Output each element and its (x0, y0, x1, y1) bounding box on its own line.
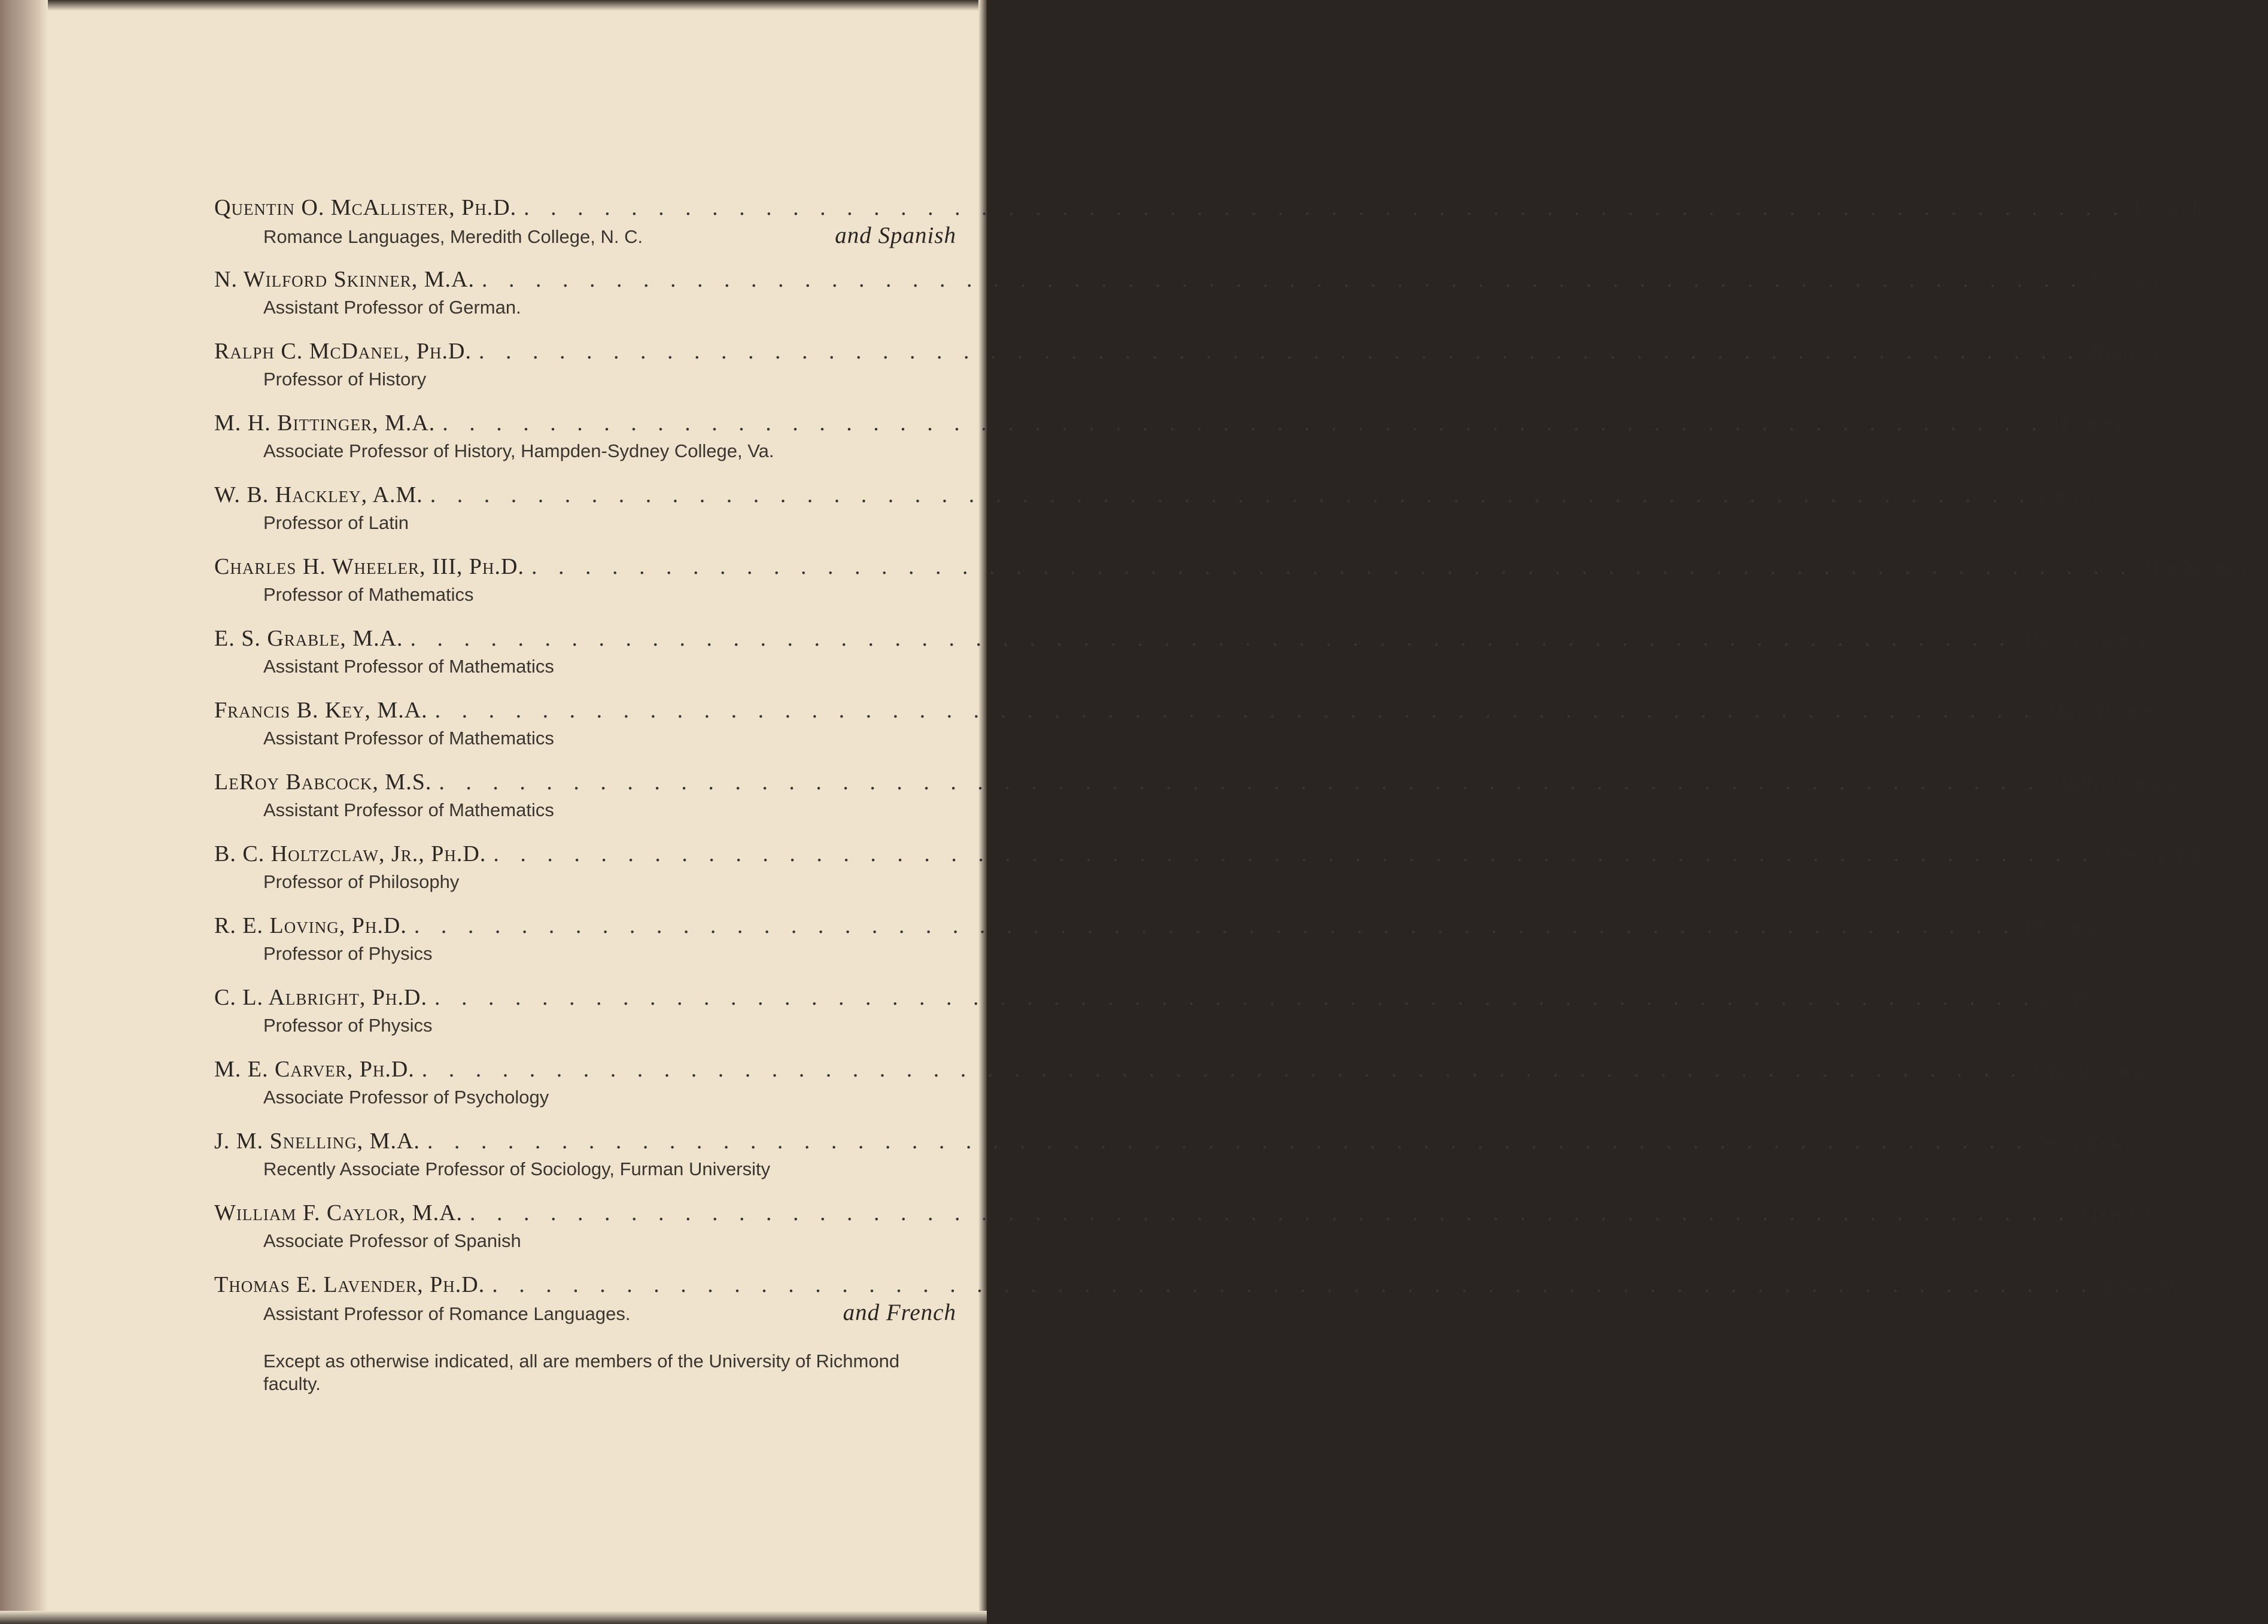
dot-leader: . . . . . . . . . . . . . . . . . . . . . . . . . . . . . . . . . . . . . . . . . . . . . . . . . . . . . . . . . . . . (442, 410, 2045, 436)
faculty-name-row (214, 767, 2176, 797)
faculty-name: Thomas E. Lavender, Ph.D. (214, 1272, 485, 1297)
department-label: Mathematics (2141, 554, 2268, 579)
department-label: Spanish (2101, 1272, 2180, 1297)
faculty-name-row (214, 264, 2172, 294)
department-label: Mathematics (2044, 697, 2172, 723)
faculty-name-row (214, 1270, 2180, 1300)
page-top-edge (0, 0, 987, 11)
faculty-title-row (214, 438, 956, 464)
dot-leader: . . . . . . . . . . . . . . . . . . . . . . . . . . . . . . . . . . . . . . . . . . . . . . . . . . . . . . . . . . . . (481, 267, 2084, 292)
faculty-title: Professor of Mathematics (263, 584, 474, 605)
department-label: Mathematics (2048, 769, 2176, 795)
faculty-name: William F. Caylor, M.A. (214, 1200, 463, 1225)
department-label: History (2051, 410, 2126, 436)
faculty-title: Assistant Professor of Mathematics (263, 656, 554, 677)
faculty-name: B. C. Holtzclaw, Jr., Ph.D. (214, 841, 487, 866)
faculty-title-row (214, 653, 956, 680)
page-bottom-edge (0, 1611, 987, 1624)
faculty-title-row (214, 223, 956, 250)
faculty-title-row (214, 366, 956, 393)
faculty-name-row (214, 480, 2092, 510)
faculty-name: M. H. Bittinger, M.A. (214, 410, 436, 436)
faculty-name: W. B. Hackley, A.M. (214, 482, 423, 507)
dot-leader: . . . . . . . . . . . . . . . . . . . . . . . . . . . . . . . . . . . . . . . . . . . . . . . . . . . . . . . . . . . . (434, 985, 2037, 1010)
department-label: History (2088, 338, 2163, 364)
faculty-name: Charles H. Wheeler, III, Ph.D. (214, 554, 524, 579)
faculty-title-row (214, 869, 956, 895)
dot-leader: . . . . . . . . . . . . . . . . . . . . . . . . . . . . . . . . . . . . . . . . . . . . . . . . . . . . . . . . . . . . (430, 482, 2033, 507)
faculty-name: Francis B. Key, M.A. (214, 698, 428, 723)
dot-leader: . . . . . . . . . . . . . . . . . . . . . . . . . . . . . . . . . . . . . . . . . . . . . . . . . . . . . . . . . . . . (479, 339, 2081, 364)
faculty-name-row (214, 1198, 2158, 1228)
faculty-title: Professor of Latin (263, 512, 409, 533)
faculty-title: Professor of History (263, 369, 427, 390)
dot-leader: . . . . . . . . . . . . . . . . . . . . . . . . . . . . . . . . . . . . . . . . . . . . . . . . . . . . . . . . . . . . (421, 1057, 2024, 1082)
faculty-entry (214, 1126, 2135, 1198)
faculty-entry (214, 193, 2203, 264)
faculty-name: C. L. Albright, Ph.D. (214, 985, 427, 1010)
faculty-entry (214, 767, 2176, 839)
faculty-title: Romance Languages, Meredith College, N. C. (263, 226, 643, 247)
faculty-title: Professor of Physics (263, 943, 433, 964)
faculty-title-row (214, 1156, 956, 1182)
faculty-name-row (214, 193, 2203, 223)
faculty-name-row (214, 624, 2147, 653)
department-label: Spanish (2079, 1200, 2158, 1225)
department-label: Philosophy (2102, 841, 2214, 866)
faculty-entry (214, 552, 2268, 624)
faculty-title: Associate Professor of Spanish (263, 1230, 521, 1251)
faculty-entry (214, 480, 2092, 552)
faculty-title: Professor of Physics (263, 1015, 433, 1036)
department-label-continued: and French (843, 1300, 956, 1325)
faculty-title-row (214, 510, 956, 536)
faculty-name: Quentin O. McAllister, Ph.D. (214, 195, 517, 220)
department-label: Physics (2023, 913, 2099, 938)
dot-leader: . . . . . . . . . . . . . . . . . . . . . . . . . . . . . . . . . . . . . . . . . . . . . . . . . . . . . . . . . . . . (493, 841, 2096, 866)
faculty-title-row (214, 582, 956, 608)
faculty-title: Assistant Professor of Mathematics (263, 728, 554, 749)
faculty-name-row (214, 911, 2099, 941)
department-label: Psychology (2031, 1056, 2145, 1082)
faculty-title: Assistant Professor of Mathematics (263, 799, 554, 820)
faculty-entry (214, 1054, 2145, 1126)
faculty-name-row (214, 695, 2172, 725)
faculty-name-row (214, 839, 2214, 869)
dot-leader: . . . . . . . . . . . . . . . . . . . . . . . . . . . . . . . . . . . . . . . . . . . . . . . . . . . . . . . . . . . . (410, 626, 2013, 651)
faculty-title-row (214, 1300, 956, 1327)
faculty-entry (214, 1198, 2158, 1270)
department-label: German (2091, 266, 2172, 292)
faculty-title-row (214, 941, 956, 967)
faculty-title-row (214, 725, 956, 752)
faculty-title: Professor of Philosophy (263, 871, 460, 892)
faculty-name-row (214, 336, 2163, 366)
dot-leader: . . . . . . . . . . . . . . . . . . . . . . . . . . . . . . . . . . . . . . . . . . . . . . . . . . . . . . . . . . . . (427, 1129, 2030, 1154)
dot-leader: . . . . . . . . . . . . . . . . . . . . . . . . . . . . . . . . . . . . . . . . . . . . . . . . . . . . . . . . . . . . (531, 554, 2134, 579)
book-spine-shadow (0, 0, 48, 1624)
dot-leader: . . . . . . . . . . . . . . . . . . . . . . . . . . . . . . . . . . . . . . . . . . . . . . . . . . . . . . . . . . . . (439, 770, 2041, 795)
faculty-name-row (214, 1054, 2145, 1084)
faculty-title-row (214, 1228, 956, 1254)
faculty-name: M. E. Carver, Ph.D. (214, 1057, 415, 1082)
faculty-title-row (214, 1012, 956, 1039)
faculty-name: LeRoy Babcock, M.S. (214, 770, 432, 795)
department-label: Physics (2044, 984, 2120, 1010)
faculty-name-row (214, 983, 2120, 1012)
dot-leader: . . . . . . . . . . . . . . . . . . . . . . . . . . . . . . . . . . . . . . . . . . . . . . . . . . . . . . . . . . . . (414, 913, 2017, 938)
faculty-entry (214, 1270, 2180, 1342)
department-label: Mathematics (2020, 625, 2147, 651)
dot-leader: . . . . . . . . . . . . . . . . . . . . . . . . . . . . . . . . . . . . . . . . . . . . . . . . . . . . . . . . . . . . (492, 1272, 2094, 1297)
department-label: Sociology (2036, 1128, 2135, 1154)
faculty-name-row (214, 408, 2126, 438)
faculty-entry (214, 839, 2214, 911)
faculty-title-row (214, 294, 956, 321)
faculty-name: J. M. Snelling, M.A. (214, 1129, 420, 1154)
dot-leader: . . . . . . . . . . . . . . . . . . . . . . . . . . . . . . . . . . . . . . . . . . . . . . . . . . . . . . . . . . . . (470, 1200, 2072, 1225)
faculty-entry (214, 408, 2126, 480)
department-label-continued: and Spanish (835, 223, 956, 248)
footnote: Except as otherwise indicated, all are members of the University of Richmond faculty. (263, 1351, 900, 1394)
faculty-entry (214, 264, 2172, 336)
faculty-name: N. Wilford Skinner, M.A. (214, 267, 475, 292)
faculty-name-row (214, 1126, 2135, 1156)
faculty-title: Assistant Professor of Romance Languages. (263, 1303, 631, 1324)
page-right-edge (978, 0, 987, 1624)
department-label: French (2133, 194, 2203, 220)
faculty-title: Associate Professor of Psychology (263, 1087, 549, 1108)
faculty-entry (214, 624, 2147, 695)
faculty-entry (214, 911, 2099, 983)
faculty-title: Assistant Professor of German. (263, 297, 521, 318)
faculty-title: Associate Professor of History, Hampden-Sydney College, Va. (263, 440, 774, 461)
dot-leader: . . . . . . . . . . . . . . . . . . . . . . . . . . . . . . . . . . . . . . . . . . . . . . . . . . . . . . . . . . . . (434, 698, 2038, 723)
dot-leader: . . . . . . . . . . . . . . . . . . . . . . . . . . . . . . . . . . . . . . . . . . . . . . . . . . . . . . . . . . . . (524, 195, 2126, 220)
faculty-list (214, 193, 2268, 1395)
faculty-entry (214, 983, 2120, 1054)
faculty-name: R. E. Loving, Ph.D. (214, 913, 407, 938)
faculty-title-row (214, 1084, 956, 1111)
department-label: Latin (2039, 482, 2092, 507)
faculty-entry (214, 695, 2172, 767)
faculty-name: Ralph C. McDanel, Ph.D. (214, 339, 472, 364)
faculty-title: Recently Associate Professor of Sociology, Furman University (263, 1158, 771, 1179)
faculty-entry (214, 336, 2163, 408)
faculty-name: E. S. Grable, M.A. (214, 626, 403, 651)
faculty-name-row (214, 552, 2268, 582)
faculty-title-row (214, 797, 956, 823)
